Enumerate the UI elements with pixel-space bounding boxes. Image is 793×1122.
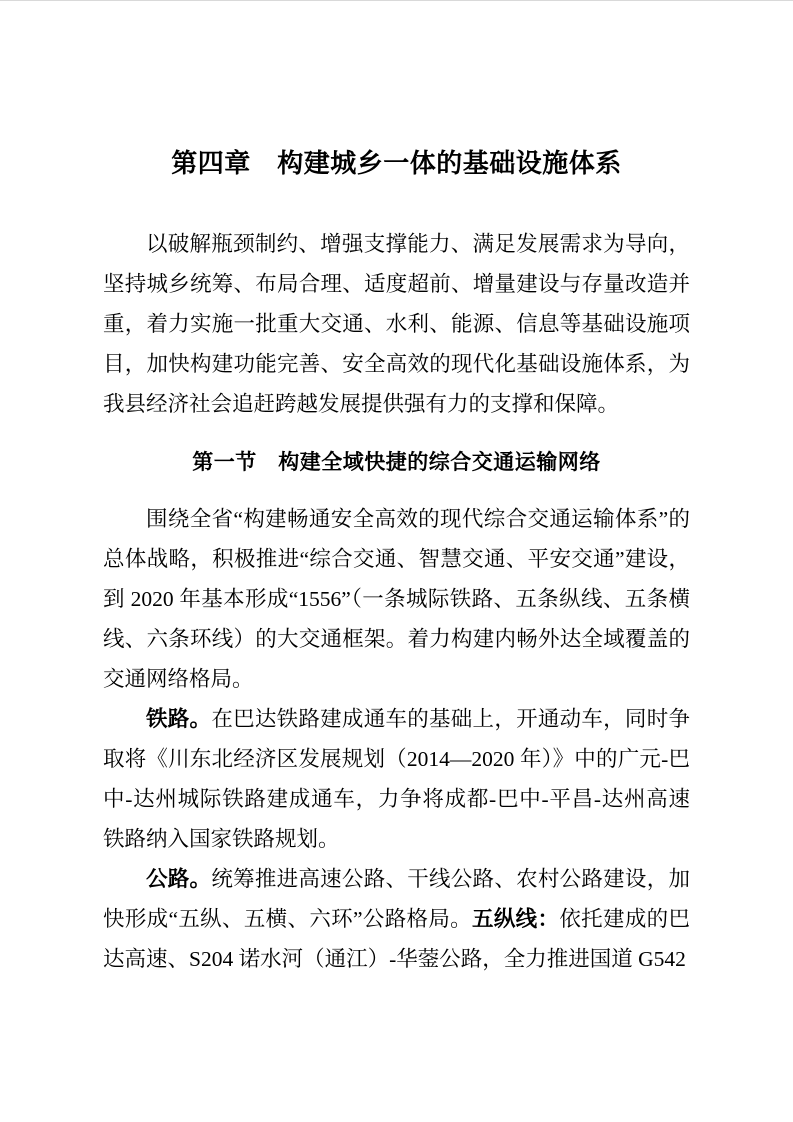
highway-subhead-label: 五纵线： — [472, 907, 560, 931]
highway-text-1: 统筹推进高速公路、干线公路、农村公路建设，加快形成“五纵、五横、六环”公路格局。 — [103, 867, 690, 931]
highway-lead-label: 公路。 — [146, 867, 212, 891]
railway-lead-label: 铁路。 — [146, 707, 212, 731]
highway-text-2: 依托建成的巴达高速、S204 诺水河（通江）-华蓥公路，全力推进国道 G542 — [103, 907, 690, 971]
railway-paragraph — [103, 699, 690, 859]
section-heading: 第一节 构建全域快捷的综合交通运输网络 — [192, 451, 601, 474]
overview-paragraph: 围绕全省“构建畅通安全高效的现代综合交通运输体系”的总体战略，积极推进“综合交通、智慧交通、平安交通”建设，到 2020 年基本形成“1556”（一条城际铁路、五条纵线、五条横线、六条环线）的大交通框架。着力构建内畅外达全域覆盖的交通网络格局。 — [103, 507, 690, 691]
railway-text: 在巴达铁路建成通车的基础上，开通动车，同时争取将《川东北经济区发展规划（2014—2020 年）》中的广元-巴中-达州城际铁路建成通车，力争将成都-巴中-平昌-达州高速铁路纳入国家铁路规划。 — [103, 707, 690, 851]
highway-paragraph — [103, 859, 690, 979]
intro-paragraph: 以破解瓶颈制约、增强支撑能力、满足发展需求为导向，坚持城乡统筹、布局合理、适度超前、增量建设与存量改造并重，着力实施一批重大交通、水利、能源、信息等基础设施项目，加快构建功能完善、安全高效的现代化基础设施体系，为我县经济社会追赶跨越发展提供强有力的支撑和保障。 — [103, 232, 690, 416]
chapter-title: 第四章 构建城乡一体的基础设施体系 — [171, 148, 622, 178]
